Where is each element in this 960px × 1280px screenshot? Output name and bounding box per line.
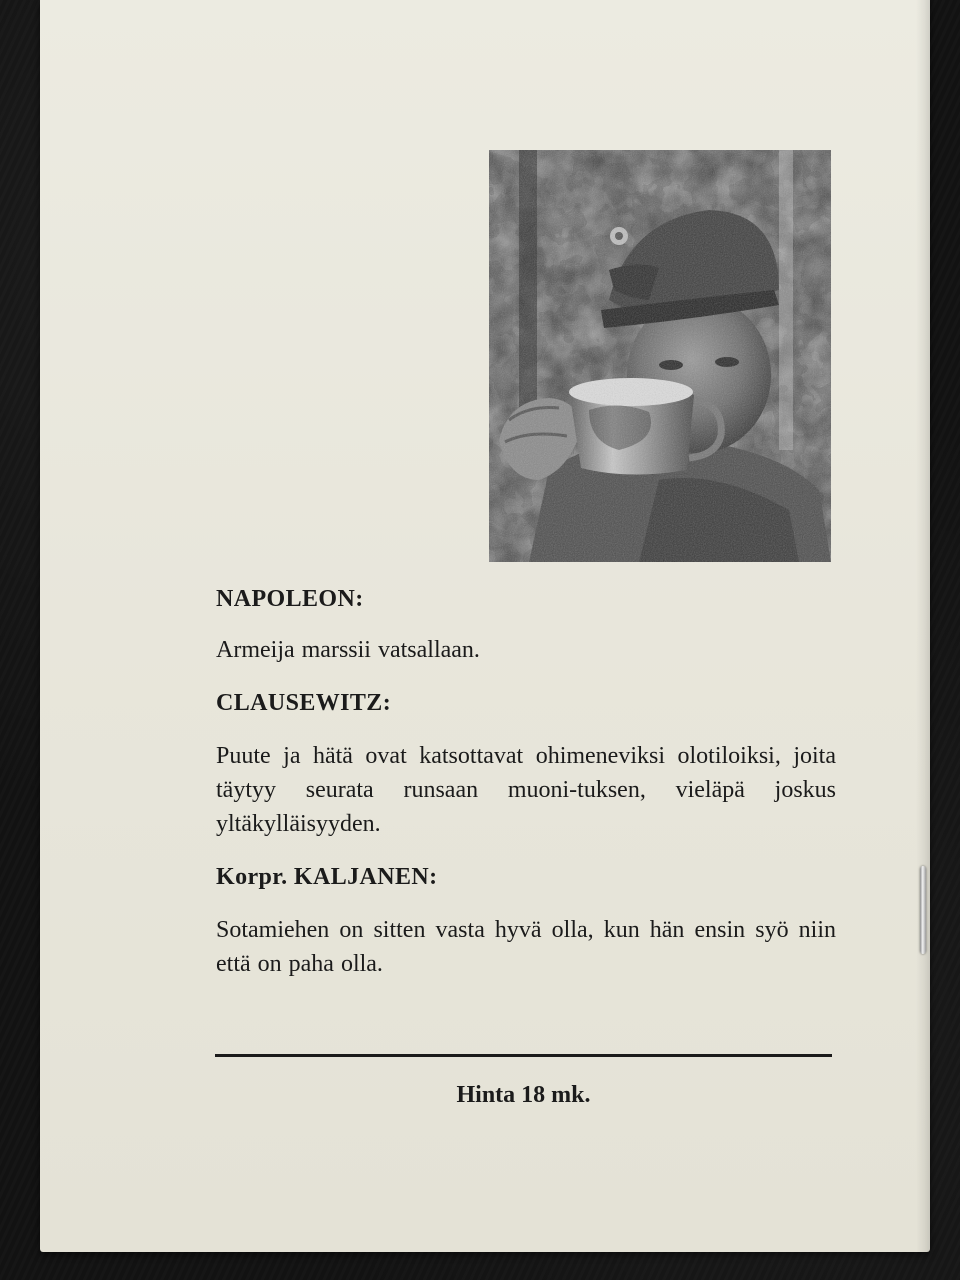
quote-text-napoleon: Armeija marssii vatsallaan. [216,637,480,663]
price-label: Hinta 18 mk. [456,1082,591,1108]
quote-speaker-kaljanen: Korpr. KALJANEN: [216,864,438,890]
soldier-drinking-from-cup-photo [489,150,831,562]
quote-speaker-napoleon: NAPOLEON: [216,586,364,612]
page-edge-shadow [916,0,930,1252]
quotes-block [216,583,836,981]
quote-text-kaljanen: Sotamiehen on sitten vasta hyvä olla, kun hän ensin syö niin että on paha olla. [216,917,836,977]
book-back-cover [40,0,930,1252]
quote-text-clausewitz: Puute ja hätä ovat katsottavat ohimeneviksi olotiloiksi, joita täytyy seurata runsaan muoni-tuksen, vieläpä joskus yltäkylläisyyden. [216,743,836,837]
horizontal-rule [215,1054,832,1057]
staple [920,866,926,954]
quote-speaker-clausewitz: CLAUSEWITZ: [216,690,392,716]
